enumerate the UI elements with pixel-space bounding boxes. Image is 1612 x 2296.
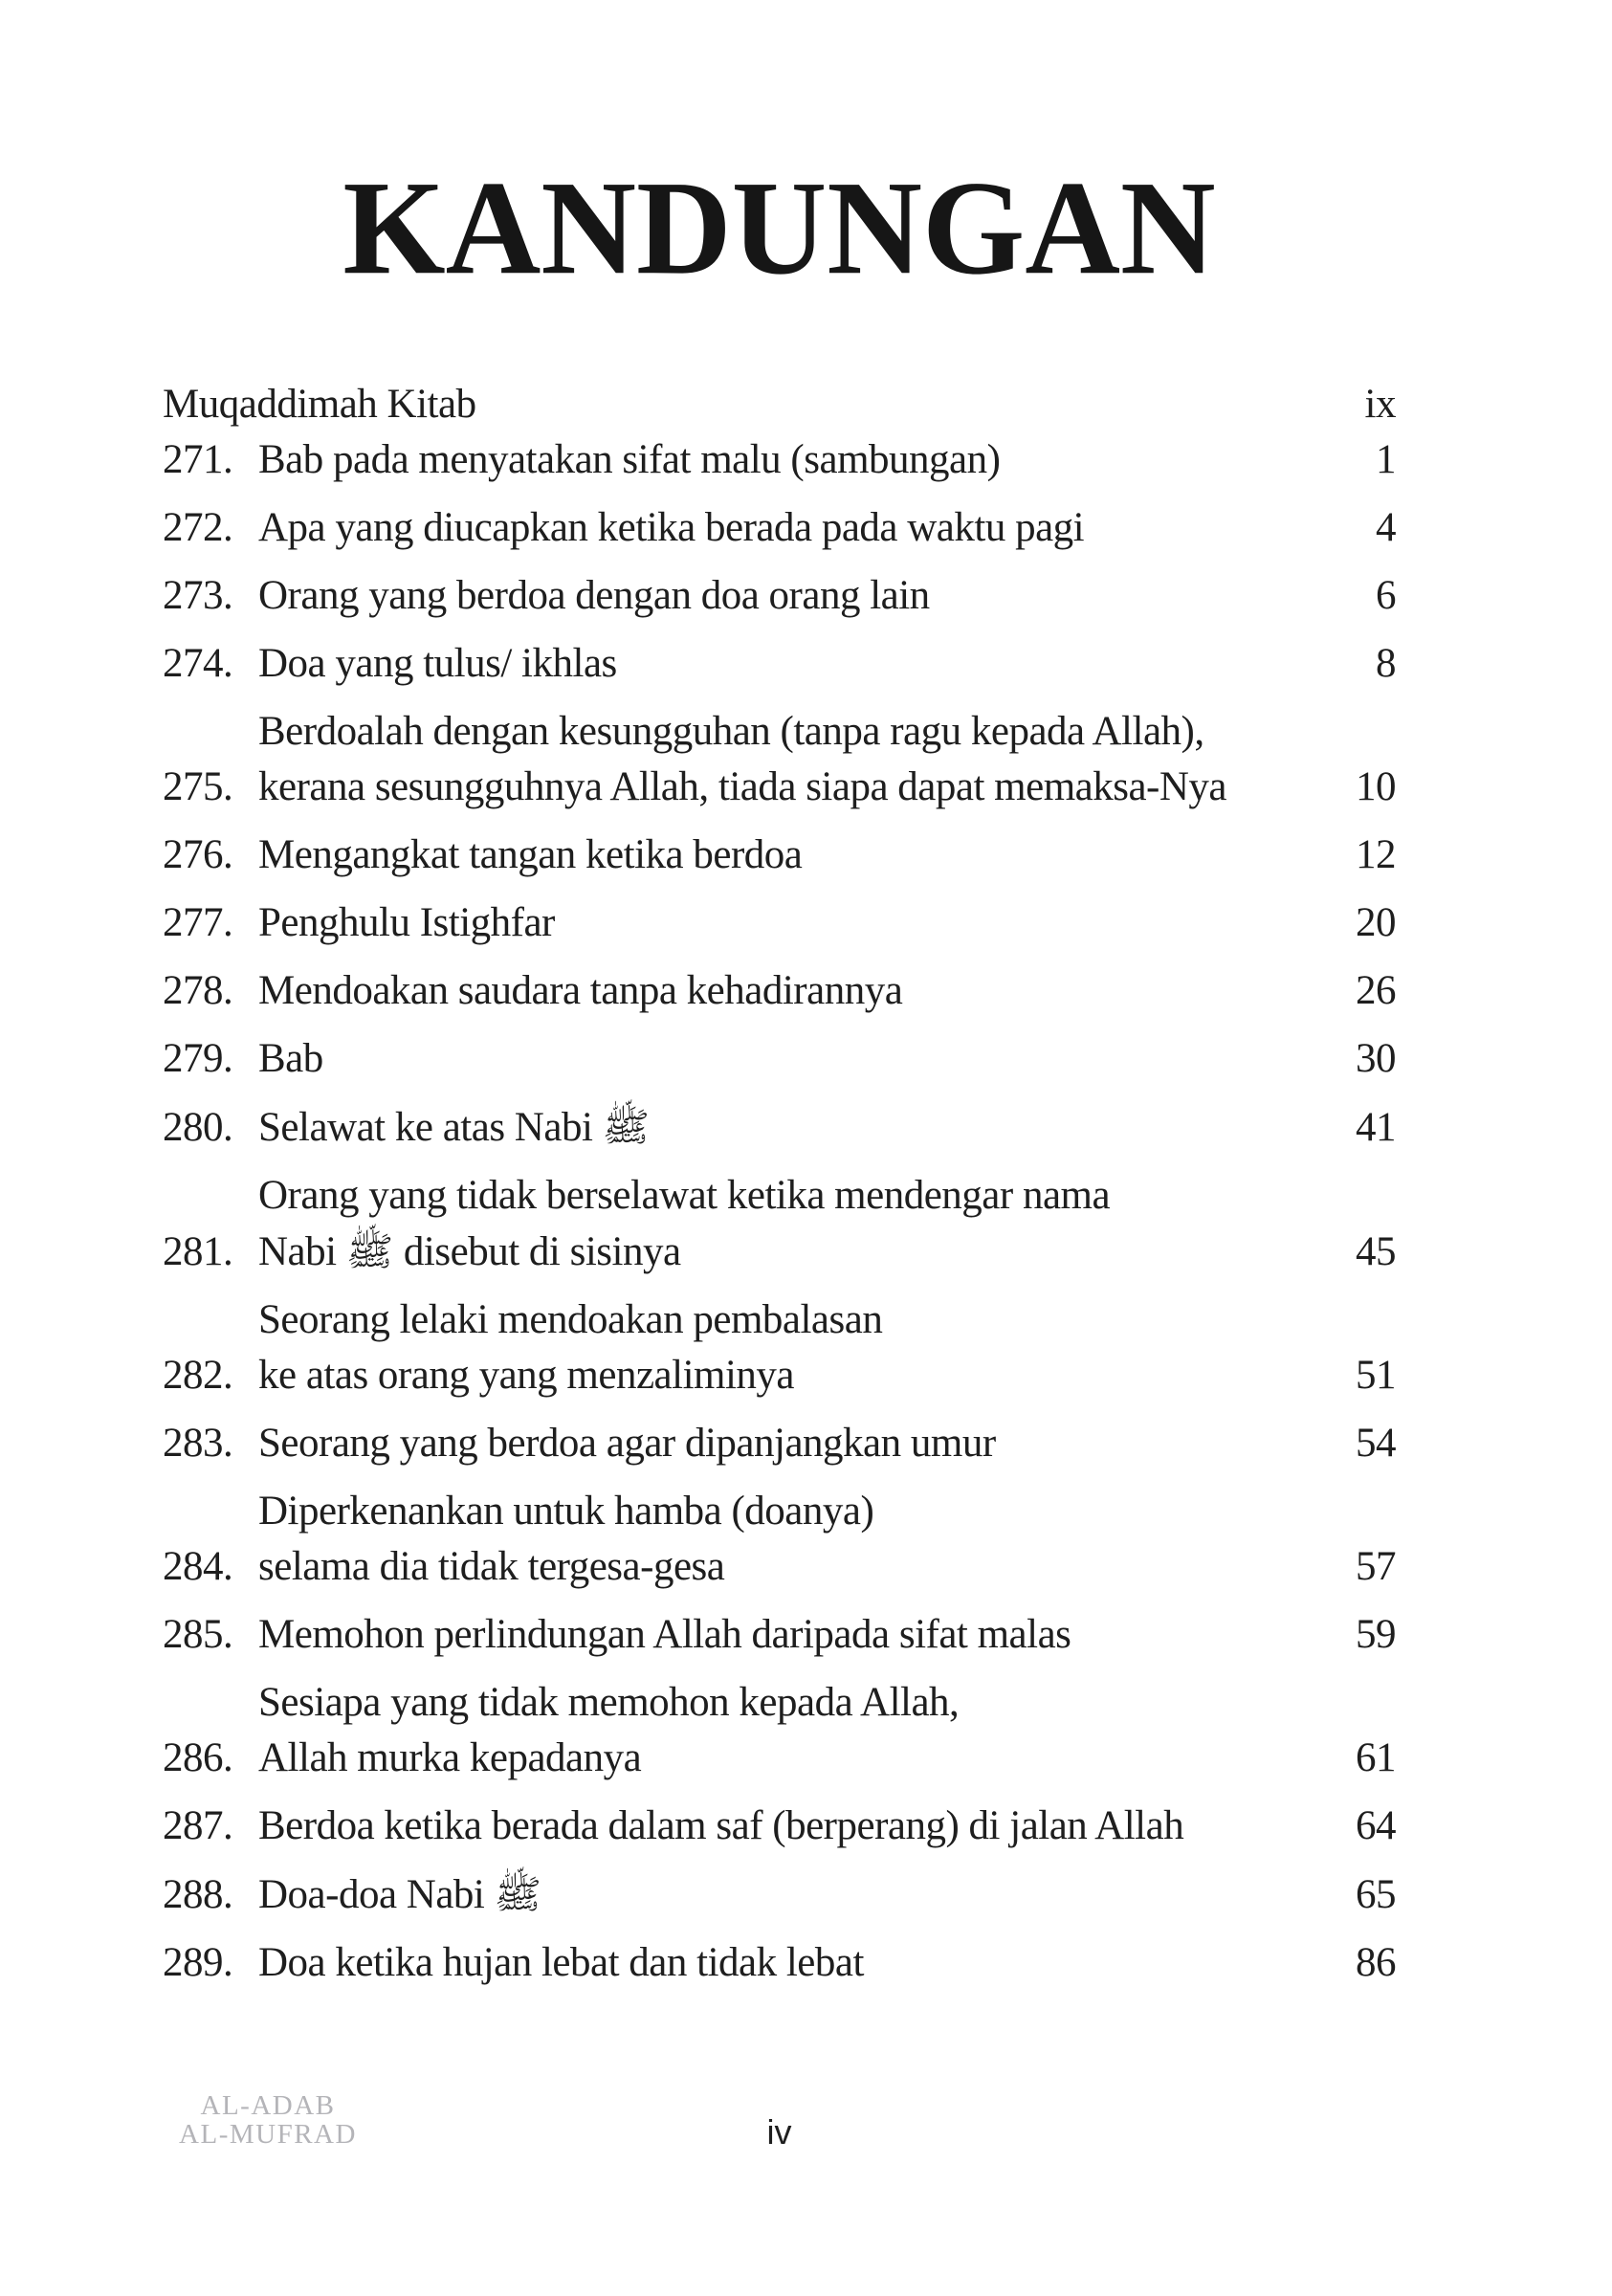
entry-number: 284. — [163, 1544, 233, 1589]
toc-entry — [163, 1416, 1396, 1471]
entry-title-line: Doa yang tulus/ ikhlas — [258, 641, 617, 686]
entry-title-column — [163, 377, 1365, 432]
entry-number: 278. — [163, 968, 233, 1013]
pbuh-calligraphy-symbol: ﷺ — [494, 1871, 541, 1917]
toc-entry — [163, 895, 1396, 951]
toc-entries — [163, 432, 1396, 1991]
entry-title-line: Allah murka kepadanya — [258, 1735, 642, 1780]
watermark-line-1: AL-ADAB — [200, 2090, 336, 2121]
toc-entry — [163, 1168, 1396, 1280]
toc-entry — [163, 568, 1396, 624]
entry-number: 279. — [163, 1036, 233, 1081]
entry-title-line: Doa ketika hujan lebat dan tidak lebat — [258, 1940, 864, 1985]
entry-title-column — [258, 704, 1356, 815]
entry-title-column — [258, 1292, 1356, 1403]
entry-number: 273. — [163, 573, 233, 618]
entry-number: 271. — [163, 437, 233, 482]
entry-number: 286. — [163, 1735, 233, 1780]
entry-title-column — [258, 963, 1356, 1019]
entry-title-column — [258, 1168, 1356, 1280]
entry-number: 274. — [163, 641, 233, 686]
toc-entry — [163, 1866, 1396, 1923]
entry-page-number: 45 — [1356, 1229, 1396, 1274]
entry-title-column — [258, 1935, 1356, 1991]
watermark-line-2: AL-MUFRAD — [179, 2119, 357, 2150]
entry-title-line: Apa yang diucapkan ketika berada pada waktu pagi — [258, 505, 1085, 550]
entry-title-line: Berdoalah dengan kesungguhan (tanpa ragu kepada Allah), — [258, 709, 1204, 754]
entry-page-number: 51 — [1356, 1353, 1396, 1398]
entry-number: 282. — [163, 1353, 233, 1398]
toc-entry — [163, 704, 1396, 815]
entry-title-line: Orang yang tidak berselawat ketika mendengar nama — [258, 1173, 1111, 1218]
entry-number: 285. — [163, 1612, 233, 1657]
entry-title-column — [258, 1799, 1356, 1854]
entry-page-number: 10 — [1356, 764, 1396, 809]
entry-title: Muqaddimah Kitab — [163, 382, 476, 427]
entry-page-number: 8 — [1376, 641, 1396, 686]
entry-page-number: 57 — [1356, 1544, 1396, 1589]
entry-title-column — [258, 895, 1356, 951]
entry-title-column — [258, 1031, 1356, 1087]
toc-entry — [163, 1799, 1396, 1854]
toc-entry — [163, 636, 1396, 692]
entry-page-number: 30 — [1356, 1036, 1396, 1081]
toc-entry — [163, 963, 1396, 1019]
toc-entry — [163, 1935, 1396, 1991]
toc-entry — [163, 500, 1396, 556]
entry-page-number: 65 — [1356, 1872, 1396, 1917]
entry-title-column — [258, 568, 1376, 624]
entry-title-column — [258, 432, 1376, 488]
toc-entry — [163, 1607, 1396, 1663]
entry-page-number: 6 — [1376, 573, 1396, 618]
entry-number: 280. — [163, 1105, 233, 1150]
entry-title-line: Bab — [258, 1036, 323, 1081]
entry-title-line: Selawat ke atas Nabi ﷺ — [258, 1104, 650, 1150]
entry-title-column — [258, 1416, 1356, 1471]
entry-title-column — [258, 828, 1356, 883]
toc-entry — [163, 432, 1396, 488]
entry-title-line: Mengangkat tangan ketika berdoa — [258, 832, 803, 877]
entry-number: 276. — [163, 832, 233, 877]
entry-title-line: Sesiapa yang tidak memohon kepada Allah, — [258, 1680, 960, 1725]
entry-number: 289. — [163, 1940, 233, 1985]
entry-page-number: 59 — [1356, 1612, 1396, 1657]
entry-title-line: Doa-doa Nabi ﷺ — [258, 1871, 541, 1917]
toc-entry — [163, 828, 1396, 883]
entry-number: 287. — [163, 1803, 233, 1848]
entry-title-column — [258, 500, 1376, 556]
entry-title-column — [258, 1866, 1356, 1923]
entry-title-column — [258, 636, 1376, 692]
entry-title-line: kerana sesungguhnya Allah, tiada siapa dapat memaksa-Nya — [258, 764, 1226, 809]
entry-page-number: 54 — [1356, 1421, 1396, 1466]
page-footer — [163, 2091, 1396, 2244]
toc-entry-front-matter — [163, 377, 1396, 432]
entry-number: 283. — [163, 1421, 233, 1466]
entry-title-column — [258, 1607, 1356, 1663]
entry-title-line: selama dia tidak tergesa-gesa — [258, 1544, 725, 1589]
page-title: KANDUNGAN — [342, 152, 1216, 302]
entry-title-line: Diperkenankan untuk hamba (doanya) — [258, 1489, 874, 1534]
entry-page-number: 61 — [1356, 1735, 1396, 1780]
toc-entry — [163, 1099, 1396, 1156]
toc-list — [163, 377, 1396, 1991]
entry-number: 288. — [163, 1872, 233, 1917]
entry-title-column — [258, 1484, 1356, 1595]
entry-title-line: Penghulu Istighfar — [258, 900, 555, 945]
entry-title-line: Seorang yang berdoa agar dipanjangkan umur — [258, 1421, 996, 1466]
folio-page-number: iv — [766, 2112, 792, 2152]
entry-title-line: Memohon perlindungan Allah daripada sifat malas — [258, 1612, 1071, 1657]
entry-page-number: 12 — [1356, 832, 1396, 877]
entry-page-number: 1 — [1376, 437, 1396, 482]
entry-number: 281. — [163, 1229, 233, 1274]
entry-page-number: 41 — [1356, 1105, 1396, 1150]
pbuh-calligraphy-symbol: ﷺ — [602, 1104, 650, 1150]
entry-title-line: Seorang lelaki mendoakan pembalasan — [258, 1297, 883, 1342]
toc-entry — [163, 1675, 1396, 1786]
pbuh-calligraphy-symbol: ﷺ — [345, 1228, 394, 1274]
toc-entry — [163, 1292, 1396, 1403]
entry-title-line: Bab pada menyatakan sifat malu (sambungan) — [258, 437, 1001, 482]
entry-page-number: 64 — [1356, 1803, 1396, 1848]
entry-title-line: Berdoa ketika berada dalam saf (berperang) di jalan Allah — [258, 1803, 1184, 1848]
entry-title-column — [258, 1099, 1356, 1156]
entry-page-number: ix — [1364, 382, 1396, 427]
toc-entry — [163, 1484, 1396, 1595]
toc-entry — [163, 1031, 1396, 1087]
entry-number: 275. — [163, 764, 233, 809]
entry-title-line: Orang yang berdoa dengan doa orang lain — [258, 573, 930, 618]
entry-title-line: Mendoakan saudara tanpa kehadirannya — [258, 968, 903, 1013]
entry-title-line: ke atas orang yang menzaliminya — [258, 1353, 795, 1398]
entry-number: 272. — [163, 505, 233, 550]
entry-page-number: 86 — [1356, 1940, 1396, 1985]
entry-page-number: 20 — [1356, 900, 1396, 945]
entry-number: 277. — [163, 900, 233, 945]
entry-page-number: 4 — [1376, 505, 1396, 550]
entry-title-column — [258, 1675, 1356, 1786]
entry-page-number: 26 — [1356, 968, 1396, 1013]
entry-title-line: Nabi ﷺ disebut di sisinya — [258, 1228, 681, 1274]
